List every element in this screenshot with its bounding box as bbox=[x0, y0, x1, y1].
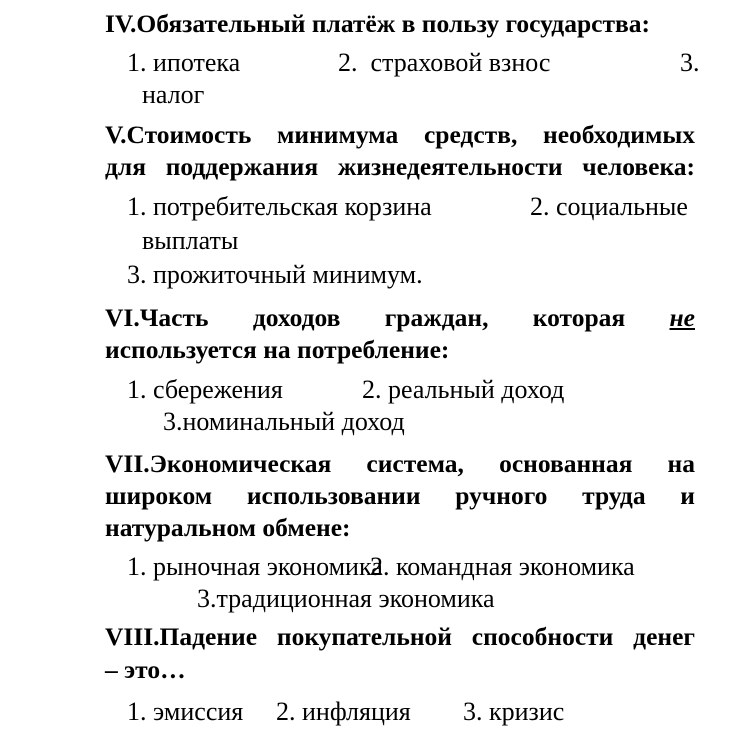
question-vi-option-1: 1. сбережения bbox=[127, 375, 283, 404]
question-v-option-1: 1. потребительская корзина bbox=[127, 192, 432, 221]
question-vi-option-3: 3.номинальный доход bbox=[163, 407, 405, 436]
question-viii-option-1: 1. эмиссия bbox=[127, 697, 244, 726]
question-v-heading-line-2: для поддержания жизнедеятельности человека: bbox=[105, 152, 695, 181]
question-vii-heading-line-1: VII.Экономическая система, основанная на bbox=[105, 449, 695, 478]
question-iv-option-3-continuation: налог bbox=[142, 80, 205, 109]
question-vii-option-2: 2. командная экономика bbox=[370, 552, 635, 581]
question-vi-heading-text: VI.Часть доходов граждан, которая bbox=[105, 303, 626, 332]
question-iv-option-1: 1. ипотека bbox=[127, 48, 241, 77]
question-vii-option-3: 3.традиционная экономика bbox=[197, 584, 495, 613]
question-iv-option-3-marker: 3. bbox=[680, 48, 700, 77]
question-vi-heading-line-1 bbox=[105, 302, 695, 334]
question-iv-option-2: 2. страховой взнос bbox=[338, 48, 551, 77]
question-vi-option-2: 2. реальный доход bbox=[362, 375, 565, 404]
question-vii-heading-line-2: широком использовании ручного труда и bbox=[105, 481, 695, 510]
question-v-option-3: 3. прожиточный минимум. bbox=[127, 260, 423, 289]
question-vii-heading-line-3: натуральном обмене: bbox=[105, 513, 351, 542]
question-viii-heading-line-2: – это… bbox=[105, 655, 186, 684]
question-v-option-2: 2. социальные bbox=[530, 192, 688, 221]
question-viii-heading-line-1: VIII.Падение покупательной способности денег bbox=[105, 622, 695, 651]
question-vi-heading-emphasis: не bbox=[669, 303, 695, 332]
question-iv-heading-line-1: IV.Обязательный платёж в пользу государства: bbox=[105, 9, 651, 38]
question-vii-option-1: 1. рыночная экономика bbox=[127, 552, 383, 581]
question-vi-heading-line-2: используется на потребление: bbox=[105, 335, 450, 364]
question-viii-option-3: 3. кризис bbox=[463, 697, 565, 726]
question-v-option-2-continuation: выплаты bbox=[142, 226, 239, 255]
question-v-heading-line-1: V.Стоимость минимума средств, необходимых bbox=[105, 120, 695, 149]
question-viii-option-2: 2. инфляция bbox=[276, 697, 411, 726]
